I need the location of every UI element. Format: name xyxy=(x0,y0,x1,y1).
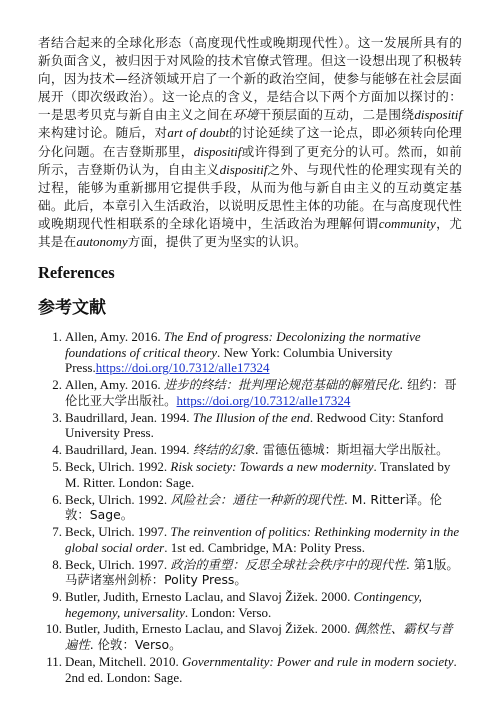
paragraph-text: 者结合起来的全球化形态（高度现代性或晚期现代性）。这一发展所具有的新负面含义，被归因于对风险的技术官僚式管理。但这一设想出现了积极转向，因为技术—经济领域开启了一个新的政治空间，使参与能够在社会层面展开（即次级政治）。这一论点的含义，是结合以下两个方面加以探讨的：一是思考贝克与新自由主义之间在 xyxy=(38,35,462,123)
reference-number: 1. xyxy=(52,329,62,345)
reference-author-year: Allen, Amy. 2016. xyxy=(65,377,164,393)
reference-number: 10. xyxy=(45,621,62,637)
references-heading-en: References xyxy=(38,263,115,283)
page-body xyxy=(38,34,462,686)
reference-item xyxy=(38,654,462,685)
reference-author-year: Beck, Ulrich. 1992. xyxy=(65,459,171,475)
reference-title: Contingency, hegemony, universality xyxy=(65,589,422,620)
reference-publisher: . 第1版。马萨诸塞州剑桥：Polity Press。 xyxy=(65,556,459,588)
references-heading-zh: 参考文献 xyxy=(38,298,106,319)
reference-item xyxy=(38,557,462,588)
reference-title: Risk society: Towards a new modernity xyxy=(170,459,374,475)
reference-author-year: Butler, Judith, Ernesto Laclau, and Slavoj Žižek. 2000. xyxy=(65,589,354,604)
paragraph-text: 或许得到了更充分的认可。然而，如前所示，吉登斯仍认为，自由主义 xyxy=(38,143,462,177)
reference-number: 7. xyxy=(52,524,62,540)
reference-number: 4. xyxy=(52,442,62,458)
reference-publisher: . 雷德伍德城：斯坦福大学出版社。 xyxy=(254,442,449,458)
reference-publisher: . London: Verso. xyxy=(184,604,272,620)
italic-term: dispositif xyxy=(193,143,242,159)
reference-title: The End of progress: Decolonizing the normative foundations of critical theory xyxy=(65,329,421,360)
reference-publisher: . 纽约：哥伦比亚大学出版社。 xyxy=(65,377,457,408)
reference-number: 11. xyxy=(46,653,62,669)
doi-link[interactable]: https://doi.org/10.7312/alle17324 xyxy=(95,360,270,376)
reference-author-year: Butler, Judith, Ernesto Laclau, and Slavoj Žižek. 2000. xyxy=(65,621,354,637)
reference-publisher: . M. Ritter译。伦敦：Sage。 xyxy=(65,491,442,523)
body-paragraph xyxy=(38,34,462,251)
reference-item xyxy=(38,410,462,441)
reference-author-year: Baudrillard, Jean. 1994. xyxy=(65,409,193,425)
reference-item xyxy=(38,459,462,490)
reference-item xyxy=(38,329,462,376)
reference-publisher: . Redwood City: Stanford University Press. xyxy=(65,409,444,441)
reference-title: 偶然性、霸权与普遍性 xyxy=(65,621,453,653)
paragraph-text: 方面，提供了更为坚实的认识。 xyxy=(127,234,307,250)
reference-number: 3. xyxy=(52,409,62,425)
reference-number: 6. xyxy=(52,491,62,507)
paragraph-text: 的讨论延续了这一论点，即必须转向伦理分化问题。在吉登斯那里， xyxy=(38,125,462,159)
reference-number: 5. xyxy=(52,459,62,475)
paragraph-text: ，尤其是在 xyxy=(38,215,462,250)
reference-publisher: . 1st ed. Cambridge, MA: Polity Press. xyxy=(164,539,365,555)
reference-item xyxy=(38,377,462,408)
reference-publisher: . 伦敦：Verso。 xyxy=(89,637,182,653)
reference-author-year: Beck, Ulrich. 1992. xyxy=(65,491,171,507)
italic-term: community xyxy=(378,215,436,231)
reference-title: 终结的幻象 xyxy=(192,442,255,458)
reference-publisher: . 2nd ed. London: Sage. xyxy=(65,653,457,685)
reference-list xyxy=(38,329,462,685)
italic-term: art of doubt xyxy=(167,125,230,141)
reference-title: 政治的重塑：反思全球社会秩序中的现代性 xyxy=(170,556,406,572)
reference-author-year: Beck, Ulrich. 1997. xyxy=(65,556,171,572)
reference-author-year: Dean, Mitchell. 2010. xyxy=(65,653,182,669)
reference-item xyxy=(38,621,462,652)
reference-author-year: Beck, Ulrich. 1997. xyxy=(65,524,171,540)
reference-author-year: Allen, Amy. 2016. xyxy=(65,329,164,345)
reference-number: 9. xyxy=(52,589,62,604)
italic-term: 环境 xyxy=(232,107,259,123)
paragraph-text: 来构建讨论。随后，对 xyxy=(38,125,168,141)
reference-publisher: . New York: Columbia University Press. xyxy=(65,344,393,376)
italic-term: autonomy xyxy=(76,234,128,250)
reference-publisher: . Translated by M. Ritter. London: Sage. xyxy=(65,459,451,490)
reference-title: 进步的终结：批判理论规范基础的解殖民化 xyxy=(163,377,400,393)
reference-item xyxy=(38,442,462,458)
italic-term: dispositif xyxy=(219,161,268,177)
italic-term: dispositif xyxy=(414,107,463,123)
reference-number: 2. xyxy=(52,377,62,393)
doi-link[interactable]: https://doi.org/10.7312/alle17324 xyxy=(176,392,351,408)
reference-title: The reinvention of politics: Rethinking modernity in the global social order xyxy=(65,524,460,555)
paragraph-text: 之外、与现代性的伦理实现有关的过程，能够为重新挪用它提供手段，从而为他与新自由主义的互动奠定基础。此后，本章引入生活政治，以说明反思性主体的功能。在与高度现代性或晚期现代性相联系的全球化语境中，生活政治为理解何谓 xyxy=(38,161,462,231)
reference-item xyxy=(38,492,462,523)
reference-author-year: Baudrillard, Jean. 1994. xyxy=(65,442,193,458)
reference-title: 风险社会：通往一种新的现代性 xyxy=(170,491,344,507)
reference-item xyxy=(38,524,462,555)
reference-item xyxy=(38,589,462,620)
reference-title: Governmentality: Power and rule in modern society xyxy=(181,653,454,669)
paragraph-text: 干预层面的互动，二是围绕 xyxy=(258,107,415,123)
reference-title: The Illusion of the end xyxy=(192,409,310,425)
reference-number: 8. xyxy=(52,556,62,572)
